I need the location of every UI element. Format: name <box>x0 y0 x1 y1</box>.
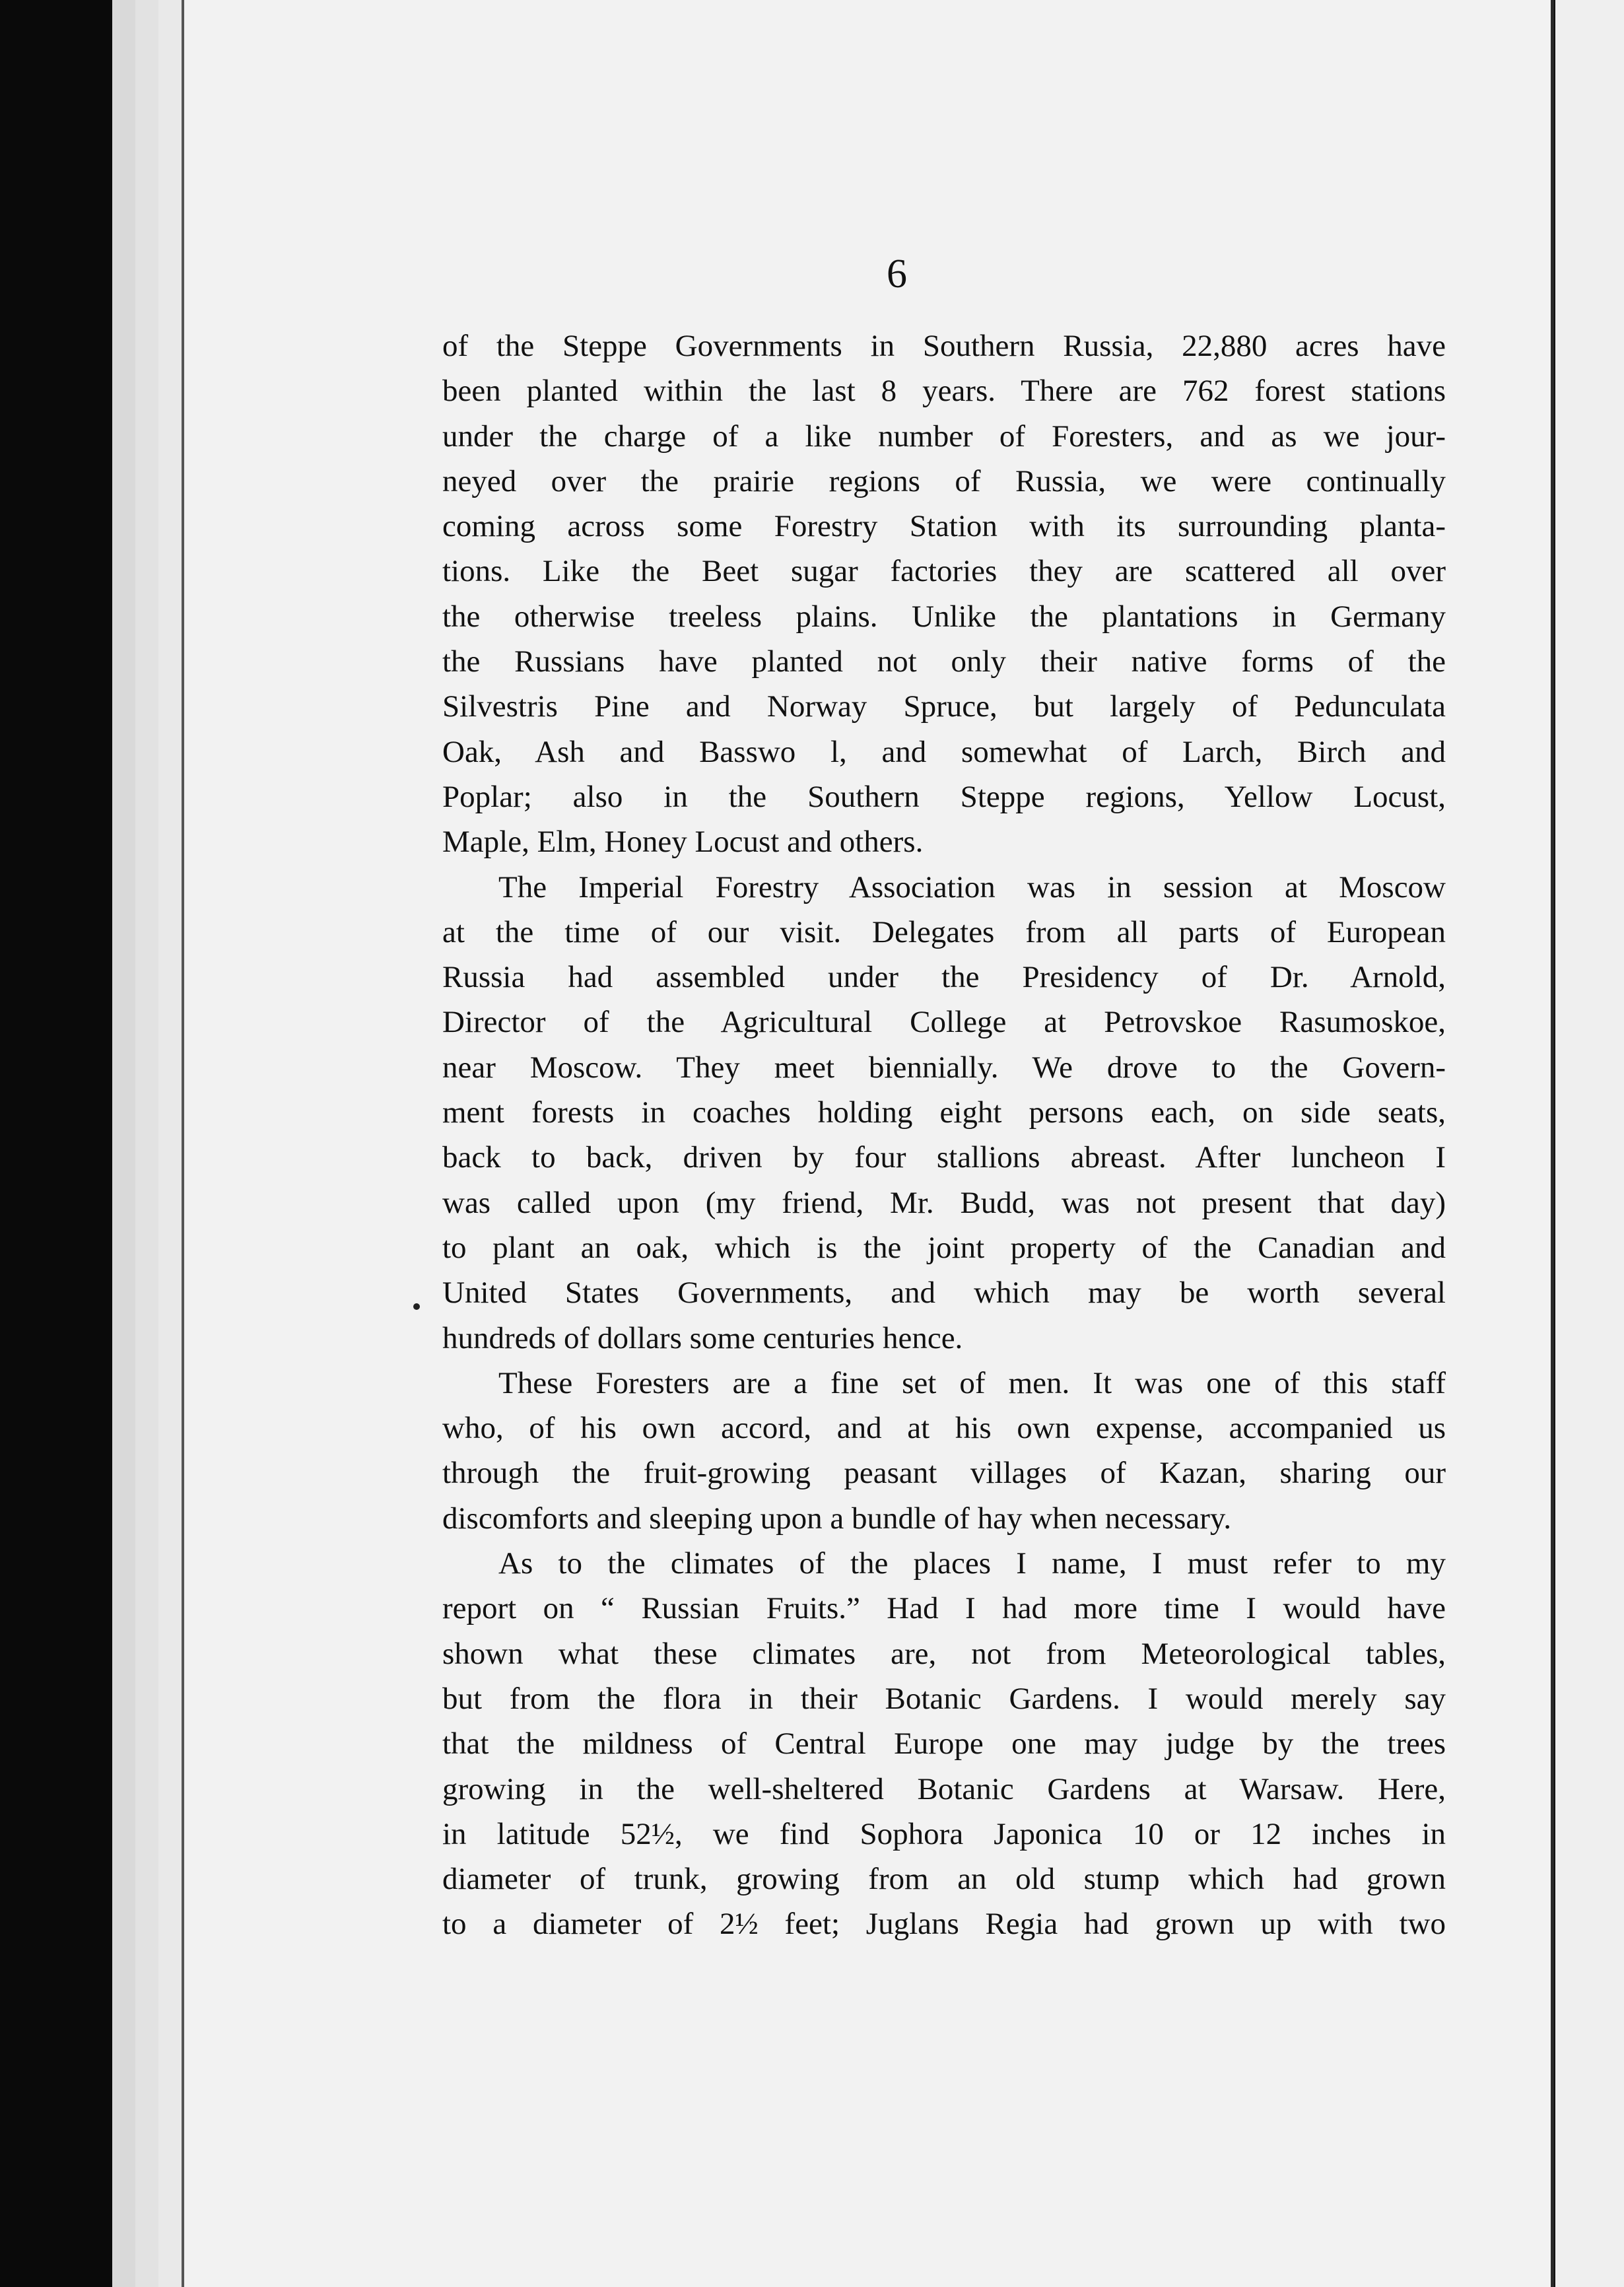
text-line: discomforts and sleeping upon a bundle of hay when necessary. <box>442 1501 1232 1536</box>
text-line: to plant an oak, which is the joint property of the Canadian and <box>442 1230 1446 1265</box>
text-line: growing in the well-sheltered Botanic Gardens at Warsaw. Here, <box>442 1771 1446 1806</box>
text-line: to a diameter of 2½ feet; Juglans Regia had grown up with two <box>442 1907 1446 1942</box>
text-line: but from the flora in their Botanic Gardens. I would merely say <box>442 1681 1446 1716</box>
text-line: hundreds of dollars some centuries hence. <box>442 1320 963 1355</box>
text-line: diameter of trunk, growing from an old stump which had grown <box>442 1862 1446 1897</box>
text-line: Poplar; also in the Southern Steppe regions, Yellow Locust, <box>442 779 1446 814</box>
text-line: back to back, driven by four stallions abreast. After luncheon I <box>442 1140 1446 1175</box>
facing-page-edge <box>1551 0 1624 2287</box>
text-line: through the fruit-growing peasant villages of Kazan, sharing our <box>442 1456 1446 1491</box>
bullet-speck <box>413 1303 420 1310</box>
text-line: report on “ Russian Fruits.” Had I had more time I would have <box>442 1591 1446 1626</box>
body-text <box>442 324 1446 1947</box>
text-line: the Russians have planted not only their native forms of the <box>442 644 1446 679</box>
text-line: Russia had assembled under the Presidency of Dr. Arnold, <box>442 960 1446 995</box>
text-line: near Moscow. They meet biennially. We drove to the Govern- <box>442 1050 1446 1085</box>
text-line: The Imperial Forestry Association was in session at Moscow <box>498 870 1446 905</box>
text-line: Oak, Ash and Basswo l, and somewhat of Larch, Birch and <box>442 734 1446 769</box>
text-line: As to the climates of the places I name, I must refer to my <box>498 1546 1446 1581</box>
text-line: Maple, Elm, Honey Locust and others. <box>442 825 924 860</box>
text-line: who, of his own accord, and at his own expense, accompanied us <box>442 1411 1446 1446</box>
text-line: been planted within the last 8 years. There are 762 forest stations <box>442 374 1446 409</box>
text-line: Silvestris Pine and Norway Spruce, but largely of Pedunculata <box>442 689 1446 724</box>
text-line: shown what these climates are, not from Meteorological tables, <box>442 1636 1446 1671</box>
text-line: These Foresters are a fine set of men. It was one of this staff <box>498 1365 1446 1400</box>
text-line: was called upon (my friend, Mr. Budd, was not present that day) <box>442 1185 1446 1220</box>
text-line: ment forests in coaches holding eight persons each, on side seats, <box>442 1095 1446 1130</box>
text-line: at the time of our visit. Delegates from all parts of European <box>442 914 1446 949</box>
text-line: Director of the Agricultural College at Petrovskoe Rasumoskoe, <box>442 1005 1446 1040</box>
text-line: in latitude 52½, we find Sophora Japonica 10 or 12 inches in <box>442 1816 1446 1851</box>
text-line: under the charge of a like number of Foresters, and as we jour- <box>442 419 1446 454</box>
text-line: United States Governments, and which may be worth several <box>442 1276 1446 1311</box>
text-line: that the mildness of Central Europe one may judge by the trees <box>442 1726 1446 1761</box>
text-line: of the Steppe Governments in Southern Russia, 22,880 acres have <box>442 329 1446 363</box>
text-line: tions. Like the Beet sugar factories they are scattered all over <box>442 554 1446 589</box>
text-line: coming across some Forestry Station with its surrounding planta- <box>442 509 1446 544</box>
page-number: 6 <box>887 252 908 296</box>
text-line: neyed over the prairie regions of Russia, we were continually <box>442 463 1446 498</box>
text-line: the otherwise treeless plains. Unlike the plantations in Germany <box>442 599 1446 634</box>
